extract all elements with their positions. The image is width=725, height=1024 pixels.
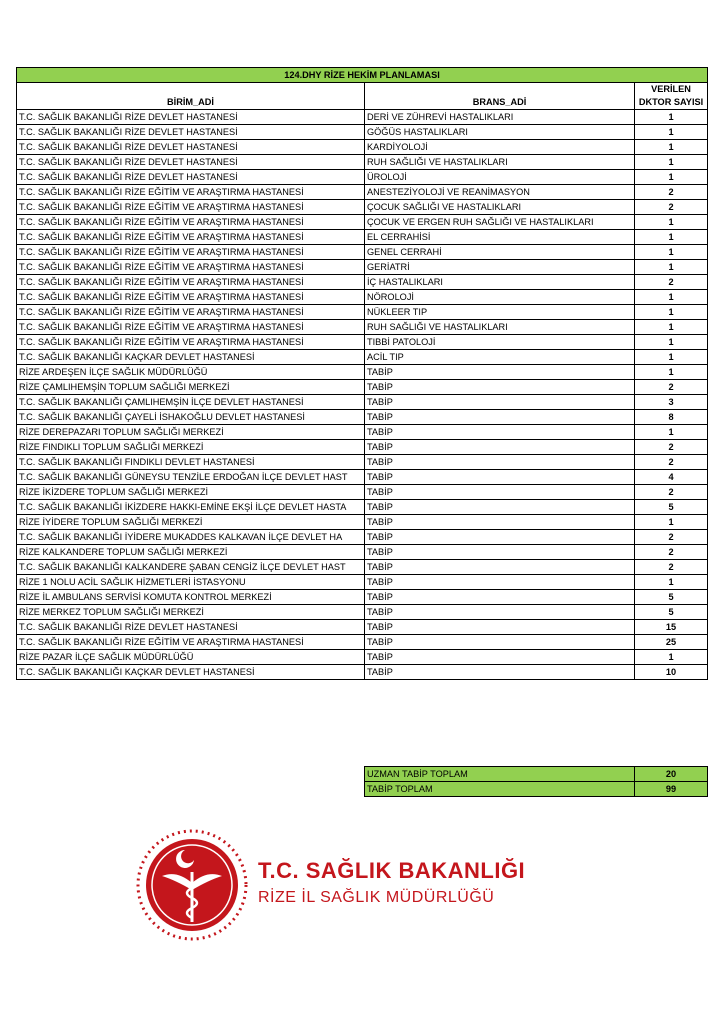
cell-brans: RUH SAĞLIĞI VE HASTALIKLARI [365, 320, 635, 335]
cell-brans: TABİP [365, 470, 635, 485]
cell-brans: TABİP [365, 590, 635, 605]
cell-brans: TABİP [365, 605, 635, 620]
cell-birim: RİZE FINDIKLI TOPLUM SAĞLIĞI MERKEZİ [17, 440, 365, 455]
cell-sayi: 2 [635, 545, 708, 560]
cell-brans: GENEL CERRAHİ [365, 245, 635, 260]
cell-brans: TABİP [365, 620, 635, 635]
cell-sayi: 3 [635, 395, 708, 410]
cell-sayi: 15 [635, 620, 708, 635]
table-row [17, 500, 708, 515]
table-row [17, 215, 708, 230]
table-row [17, 650, 708, 665]
totals-table [364, 766, 708, 797]
cell-brans: TABİP [365, 530, 635, 545]
cell-birim: RİZE İKİZDERE TOPLUM SAĞLIĞI MERKEZİ [17, 485, 365, 500]
cell-birim: T.C. SAĞLIK BAKANLIĞI İYİDERE MUKADDES KALKAVAN İLÇE DEVLET HA [17, 530, 365, 545]
planning-sheet [16, 67, 707, 680]
table-row [17, 470, 708, 485]
table-title: 124.DHY RİZE HEKİM PLANLAMASI [17, 68, 708, 83]
cell-birim: T.C. SAĞLIK BAKANLIĞI RİZE EĞİTİM VE ARAŞTIRMA HASTANESİ [17, 635, 365, 650]
table-row [17, 575, 708, 590]
cell-brans: DERİ VE ZÜHREVİ HASTALIKLARI [365, 110, 635, 125]
cell-sayi: 2 [635, 185, 708, 200]
cell-birim: RİZE KALKANDERE TOPLUM SAĞLIĞI MERKEZİ [17, 545, 365, 560]
table-row [17, 665, 708, 680]
cell-brans: ÜROLOJİ [365, 170, 635, 185]
cell-brans: TABİP [365, 515, 635, 530]
table-row [17, 635, 708, 650]
cell-sayi: 1 [635, 335, 708, 350]
cell-birim: T.C. SAĞLIK BAKANLIĞI RİZE EĞİTİM VE ARAŞTIRMA HASTANESİ [17, 245, 365, 260]
table-row [17, 425, 708, 440]
cell-brans: EL CERRAHİSİ [365, 230, 635, 245]
header-row [17, 83, 708, 110]
cell-birim: RİZE İYİDERE TOPLUM SAĞLIĞI MERKEZİ [17, 515, 365, 530]
cell-birim: T.C. SAĞLIK BAKANLIĞI KAÇKAR DEVLET HASTANESİ [17, 665, 365, 680]
cell-brans: TABİP [365, 635, 635, 650]
cell-sayi: 2 [635, 560, 708, 575]
cell-brans: TABİP [365, 440, 635, 455]
cell-sayi: 1 [635, 350, 708, 365]
table-row [17, 590, 708, 605]
cell-brans: ÇOCUK VE ERGEN RUH SAĞLIĞI VE HASTALIKLARI [365, 215, 635, 230]
cell-brans: TABİP [365, 395, 635, 410]
totals-label: UZMAN TABİP TOPLAM [365, 767, 635, 782]
cell-birim: T.C. SAĞLIK BAKANLIĞI RİZE DEVLET HASTANESİ [17, 110, 365, 125]
cell-sayi: 8 [635, 410, 708, 425]
cell-brans: TABİP [365, 410, 635, 425]
cell-sayi: 1 [635, 110, 708, 125]
table-row [17, 155, 708, 170]
cell-brans: KARDİYOLOJİ [365, 140, 635, 155]
cell-brans: GERİATRİ [365, 260, 635, 275]
title-row [17, 68, 708, 83]
cell-birim: T.C. SAĞLIK BAKANLIĞI RİZE DEVLET HASTANESİ [17, 155, 365, 170]
cell-sayi: 10 [635, 665, 708, 680]
cell-birim: RİZE 1 NOLU ACİL SAĞLIK HİZMETLERİ İSTASYONU [17, 575, 365, 590]
cell-sayi: 2 [635, 440, 708, 455]
cell-brans: ÇOCUK SAĞLIĞI VE HASTALIKLARI [365, 200, 635, 215]
table-row [17, 410, 708, 425]
table-row [17, 395, 708, 410]
cell-birim: T.C. SAĞLIK BAKANLIĞI RİZE EĞİTİM VE ARAŞTIRMA HASTANESİ [17, 185, 365, 200]
column-header-brans: BRANS_ADİ [365, 83, 635, 110]
table-row [17, 320, 708, 335]
cell-brans: İÇ HASTALIKLARI [365, 275, 635, 290]
cell-sayi: 25 [635, 635, 708, 650]
table-row [17, 110, 708, 125]
cell-birim: RİZE MERKEZ TOPLUM SAĞLIĞI MERKEZİ [17, 605, 365, 620]
table-row [17, 335, 708, 350]
cell-brans: TIBBİ PATOLOJİ [365, 335, 635, 350]
table-row [17, 440, 708, 455]
table-row [17, 305, 708, 320]
totals-row-tabip [365, 782, 708, 797]
cell-birim: T.C. SAĞLIK BAKANLIĞI RİZE EĞİTİM VE ARAŞTIRMA HASTANESİ [17, 335, 365, 350]
cell-birim: T.C. SAĞLIK BAKANLIĞI RİZE EĞİTİM VE ARAŞTIRMA HASTANESİ [17, 200, 365, 215]
cell-birim: T.C. SAĞLIK BAKANLIĞI GÜNEYSU TENZİLE ERDOĞAN İLÇE DEVLET HAST [17, 470, 365, 485]
cell-sayi: 2 [635, 530, 708, 545]
cell-brans: TABİP [365, 665, 635, 680]
cell-birim: RİZE İL AMBULANS SERVİSİ KOMUTA KONTROL MERKEZİ [17, 590, 365, 605]
cell-sayi: 1 [635, 140, 708, 155]
cell-brans: TABİP [365, 650, 635, 665]
cell-sayi: 1 [635, 290, 708, 305]
table-row [17, 170, 708, 185]
cell-birim: T.C. SAĞLIK BAKANLIĞI KAÇKAR DEVLET HASTANESİ [17, 350, 365, 365]
table-row [17, 545, 708, 560]
table-row [17, 365, 708, 380]
cell-birim: T.C. SAĞLIK BAKANLIĞI RİZE EĞİTİM VE ARAŞTIRMA HASTANESİ [17, 290, 365, 305]
cell-brans: NÜKLEER TIP [365, 305, 635, 320]
cell-sayi: 1 [635, 125, 708, 140]
cell-sayi: 4 [635, 470, 708, 485]
cell-birim: T.C. SAĞLIK BAKANLIĞI RİZE DEVLET HASTANESİ [17, 125, 365, 140]
cell-birim: T.C. SAĞLIK BAKANLIĞI RİZE EĞİTİM VE ARAŞTIRMA HASTANESİ [17, 275, 365, 290]
cell-sayi: 1 [635, 515, 708, 530]
table-row [17, 560, 708, 575]
cell-birim: T.C. SAĞLIK BAKANLIĞI RİZE EĞİTİM VE ARAŞTIRMA HASTANESİ [17, 260, 365, 275]
cell-birim: RİZE PAZAR İLÇE SAĞLIK MÜDÜRLÜĞÜ [17, 650, 365, 665]
table-row [17, 530, 708, 545]
cell-birim: T.C. SAĞLIK BAKANLIĞI FINDIKLI DEVLET HASTANESİ [17, 455, 365, 470]
table-row [17, 455, 708, 470]
cell-brans: RUH SAĞLIĞI VE HASTALIKLARI [365, 155, 635, 170]
cell-birim: T.C. SAĞLIK BAKANLIĞI ÇAYELİ İSHAKOĞLU DEVLET HASTANESİ [17, 410, 365, 425]
cell-sayi: 1 [635, 365, 708, 380]
cell-sayi: 1 [635, 575, 708, 590]
cell-sayi: 1 [635, 650, 708, 665]
cell-sayi: 1 [635, 320, 708, 335]
cell-birim: T.C. SAĞLIK BAKANLIĞI RİZE EĞİTİM VE ARAŞTIRMA HASTANESİ [17, 305, 365, 320]
column-header-birim: BİRİM_ADİ [17, 83, 365, 110]
totals-value: 20 [635, 767, 708, 782]
cell-brans: TABİP [365, 575, 635, 590]
cell-birim: RİZE ÇAMLIHEMŞİN TOPLUM SAĞLIĞI MERKEZİ [17, 380, 365, 395]
cell-sayi: 2 [635, 200, 708, 215]
cell-brans: TABİP [365, 560, 635, 575]
cell-birim: T.C. SAĞLIK BAKANLIĞI RİZE EĞİTİM VE ARAŞTIRMA HASTANESİ [17, 230, 365, 245]
cell-sayi: 2 [635, 455, 708, 470]
column-header-sayi: VERİLEN DKTOR SAYISI [635, 83, 708, 110]
cell-brans: TABİP [365, 545, 635, 560]
cell-birim: T.C. SAĞLIK BAKANLIĞI RİZE DEVLET HASTANESİ [17, 170, 365, 185]
cell-birim: T.C. SAĞLIK BAKANLIĞI RİZE EĞİTİM VE ARAŞTIRMA HASTANESİ [17, 215, 365, 230]
ministry-emblem-icon [138, 831, 246, 939]
table-row [17, 260, 708, 275]
cell-birim: T.C. SAĞLIK BAKANLIĞI RİZE EĞİTİM VE ARAŞTIRMA HASTANESİ [17, 320, 365, 335]
table-row [17, 485, 708, 500]
table-row [17, 140, 708, 155]
cell-birim: T.C. SAĞLIK BAKANLIĞI ÇAMLIHEMŞİN İLÇE DEVLET HASTANESİ [17, 395, 365, 410]
cell-brans: GÖĞÜS HASTALIKLARI [365, 125, 635, 140]
ministry-logo [135, 828, 555, 943]
table-row [17, 230, 708, 245]
cell-brans: TABİP [365, 455, 635, 470]
cell-brans: TABİP [365, 500, 635, 515]
cell-sayi: 1 [635, 155, 708, 170]
cell-birim: T.C. SAĞLIK BAKANLIĞI RİZE DEVLET HASTANESİ [17, 620, 365, 635]
table-row [17, 380, 708, 395]
cell-brans: ACİL TIP [365, 350, 635, 365]
cell-sayi: 2 [635, 485, 708, 500]
cell-birim: T.C. SAĞLIK BAKANLIĞI İKİZDERE HAKKI-EMİNE EKŞİ İLÇE DEVLET HASTA [17, 500, 365, 515]
table-row [17, 605, 708, 620]
cell-brans: TABİP [365, 425, 635, 440]
org-subtitle: RİZE İL SAĞLIK MÜDÜRLÜĞÜ [258, 889, 495, 906]
cell-birim: RİZE ARDEŞEN İLÇE SAĞLIK MÜDÜRLÜĞÜ [17, 365, 365, 380]
table-row [17, 350, 708, 365]
cell-sayi: 5 [635, 500, 708, 515]
cell-sayi: 1 [635, 305, 708, 320]
cell-brans: TABİP [365, 485, 635, 500]
cell-sayi: 1 [635, 260, 708, 275]
table-row [17, 515, 708, 530]
cell-sayi: 5 [635, 605, 708, 620]
table-row [17, 185, 708, 200]
totals-label: TABİP TOPLAM [365, 782, 635, 797]
cell-sayi: 1 [635, 170, 708, 185]
cell-brans: ANESTEZİYOLOJİ VE REANİMASYON [365, 185, 635, 200]
table-row [17, 290, 708, 305]
table-row [17, 245, 708, 260]
cell-birim: T.C. SAĞLIK BAKANLIĞI RİZE DEVLET HASTANESİ [17, 140, 365, 155]
cell-birim: RİZE DEREPAZARI TOPLUM SAĞLIĞI MERKEZİ [17, 425, 365, 440]
cell-sayi: 1 [635, 245, 708, 260]
cell-sayi: 2 [635, 275, 708, 290]
cell-brans: TABİP [365, 380, 635, 395]
cell-brans: TABİP [365, 365, 635, 380]
totals-value: 99 [635, 782, 708, 797]
table-row [17, 620, 708, 635]
cell-brans: NÖROLOJİ [365, 290, 635, 305]
org-name: T.C. SAĞLIK BAKANLIĞI [258, 858, 526, 883]
table-row [17, 275, 708, 290]
planning-table [16, 67, 708, 680]
table-row [17, 200, 708, 215]
table-row [17, 125, 708, 140]
cell-sayi: 5 [635, 590, 708, 605]
cell-sayi: 1 [635, 230, 708, 245]
cell-sayi: 1 [635, 215, 708, 230]
cell-sayi: 2 [635, 380, 708, 395]
cell-sayi: 1 [635, 425, 708, 440]
totals-row-uzman [365, 767, 708, 782]
cell-birim: T.C. SAĞLIK BAKANLIĞI KALKANDERE ŞABAN CENGİZ İLÇE DEVLET HAST [17, 560, 365, 575]
